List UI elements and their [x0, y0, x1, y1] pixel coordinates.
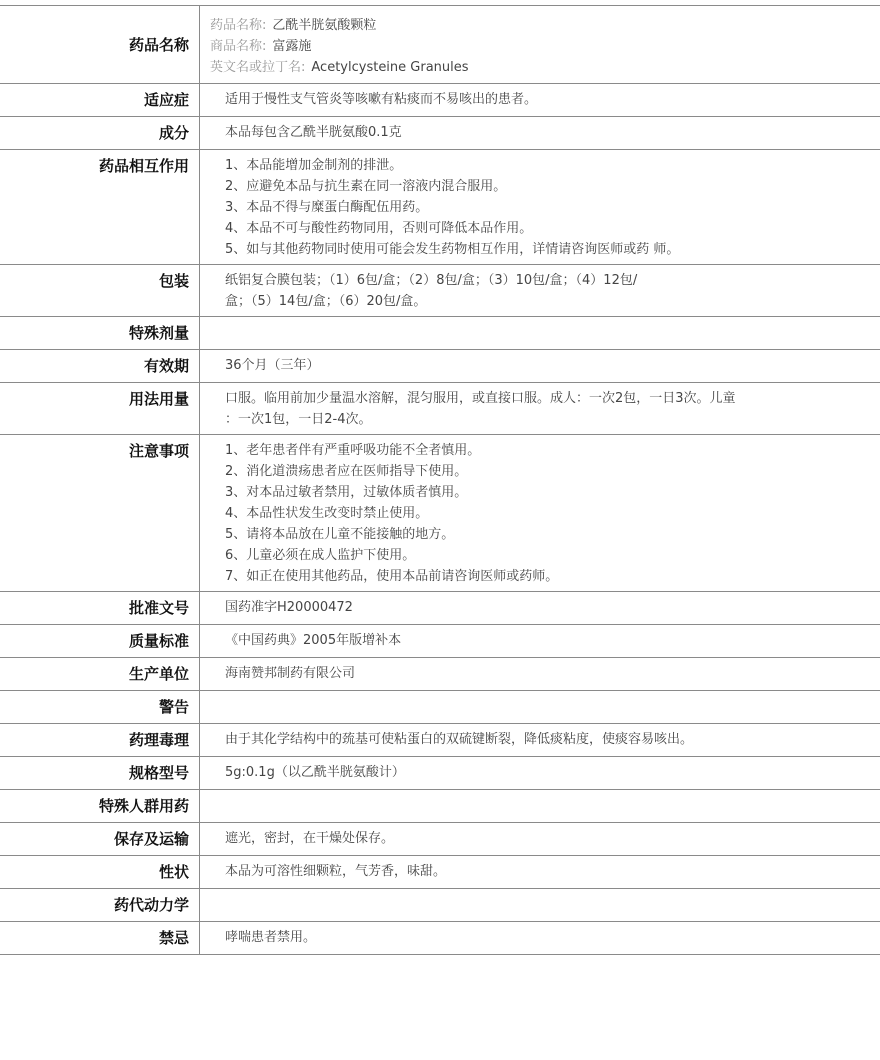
- english-name-key: 英文名或拉丁名:: [210, 60, 306, 75]
- row-warning: [0, 691, 880, 724]
- list-item: 2、消化道溃疡患者应在医师指导下使用。: [225, 464, 468, 479]
- row-composition: [0, 117, 880, 150]
- row-value: 5g:0.1g（以乙酰半胱氨酸计）: [225, 765, 405, 780]
- row-shelf-life: [0, 350, 880, 383]
- text-line: 口服。临用前加少量温水溶解，混匀服用，或直接口服。成人：一次2包，一日3次。儿童: [225, 391, 736, 406]
- row-value: 海南赞邦制药有限公司: [225, 666, 356, 681]
- row-packaging: [0, 265, 880, 317]
- row-value: 由于其化学结构中的巯基可使粘蛋白的双硫键断裂，降低痰粘度，使痰容易咳出。: [225, 732, 694, 747]
- row-label: 药品相互作用: [0, 150, 200, 264]
- row-label: 警告: [0, 691, 200, 723]
- row-indications: [0, 84, 880, 117]
- row-label: 成分: [0, 117, 200, 149]
- row-label: 保存及运输: [0, 823, 200, 855]
- row-value: [200, 383, 880, 434]
- row-value: 《中国药典》2005年版增补本: [225, 633, 402, 648]
- row-contraindications: [0, 922, 880, 955]
- row-value: [200, 691, 880, 723]
- row-value: [200, 435, 880, 591]
- list-item: 7、如正在使用其他药品，使用本品前请咨询医师或药师。: [225, 569, 559, 584]
- row-value: [200, 265, 880, 316]
- list-item: 5、请将本品放在儿童不能接触的地方。: [225, 527, 455, 542]
- row-label: 药理毒理: [0, 724, 200, 756]
- row-approval: [0, 592, 880, 625]
- row-label: 包装: [0, 265, 200, 316]
- list-item: 3、本品不得与糜蛋白酶配伍用药。: [225, 200, 429, 215]
- row-value: [200, 790, 880, 822]
- row-label: 批准文号: [0, 592, 200, 624]
- row-special-dosage: [0, 317, 880, 350]
- generic-name-key: 药品名称:: [210, 18, 267, 33]
- text-line: 纸铝复合膜包装；（1）6包/盒；（2）8包/盒；（3）10包/盒；（4）12包/: [225, 273, 638, 288]
- row-label: 特殊剂量: [0, 317, 200, 349]
- list-item: 6、儿童必须在成人监护下使用。: [225, 548, 416, 563]
- list-item: 1、本品能增加金制剂的排泄。: [225, 158, 403, 173]
- row-value: [200, 150, 880, 264]
- text-line: ：一次1包，一日2-4次。: [225, 412, 372, 427]
- row-label: 质量标准: [0, 625, 200, 657]
- list-item: 4、本品不可与酸性药物同用，否则可降低本品作用。: [225, 221, 533, 236]
- row-drug-name: [0, 6, 880, 84]
- trade-name-key: 商品名称:: [210, 39, 267, 54]
- row-label: 药代动力学: [0, 889, 200, 921]
- row-value: 本品为可溶性细颗粒，气芳香，味甜。: [225, 864, 447, 879]
- row-label: 用法用量: [0, 383, 200, 434]
- row-interactions: [0, 150, 880, 265]
- row-value: [200, 889, 880, 921]
- trade-name-value: 富露施: [272, 39, 312, 54]
- row-value: [200, 317, 880, 349]
- row-label: 有效期: [0, 350, 200, 382]
- row-manufacturer: [0, 658, 880, 691]
- list-item: 4、本品性状发生改变时禁止使用。: [225, 506, 429, 521]
- english-name-value: Acetylcysteine Granules: [311, 60, 469, 75]
- row-value: 哮喘患者禁用。: [225, 930, 317, 945]
- row-value: 适用于慢性支气管炎等咳嗽有粘痰而不易咳出的患者。: [225, 92, 538, 107]
- row-label: 性状: [0, 856, 200, 888]
- text-line: 盒；（5）14包/盒；（6）20包/盒。: [225, 294, 427, 309]
- generic-name-value: 乙酰半胱氨酸颗粒: [272, 18, 377, 33]
- row-label: 特殊人群用药: [0, 790, 200, 822]
- row-value: 本品每包含乙酰半胱氨酸0.1克: [225, 125, 402, 140]
- row-label: 规格型号: [0, 757, 200, 789]
- row-value: 国药准字H20000472: [225, 600, 353, 615]
- row-label: 注意事项: [0, 435, 200, 591]
- row-usage: [0, 383, 880, 435]
- row-label: 药品名称: [0, 6, 200, 83]
- row-label: 生产单位: [0, 658, 200, 690]
- row-appearance: [0, 856, 880, 889]
- list-item: 2、应避免本品与抗生素在同一溶液内混合服用。: [225, 179, 507, 194]
- row-value: 36个月（三年）: [225, 358, 320, 373]
- row-storage: [0, 823, 880, 856]
- row-special-population: [0, 790, 880, 823]
- row-precautions: [0, 435, 880, 592]
- drug-info-table: [0, 5, 880, 955]
- row-pharmacology: [0, 724, 880, 757]
- row-label: 适应症: [0, 84, 200, 116]
- row-specification: [0, 757, 880, 790]
- row-quality-standard: [0, 625, 880, 658]
- drug-name-values: [200, 6, 880, 83]
- list-item: 5、如与其他药物同时使用可能会发生药物相互作用，详情请咨询医师或药 师。: [225, 242, 680, 257]
- row-value: 遮光，密封，在干燥处保存。: [225, 831, 395, 846]
- row-pharmacokinetics: [0, 889, 880, 922]
- row-label: 禁忌: [0, 922, 200, 954]
- list-item: 3、对本品过敏者禁用，过敏体质者慎用。: [225, 485, 468, 500]
- list-item: 1、老年患者伴有严重呼吸功能不全者慎用。: [225, 443, 481, 458]
